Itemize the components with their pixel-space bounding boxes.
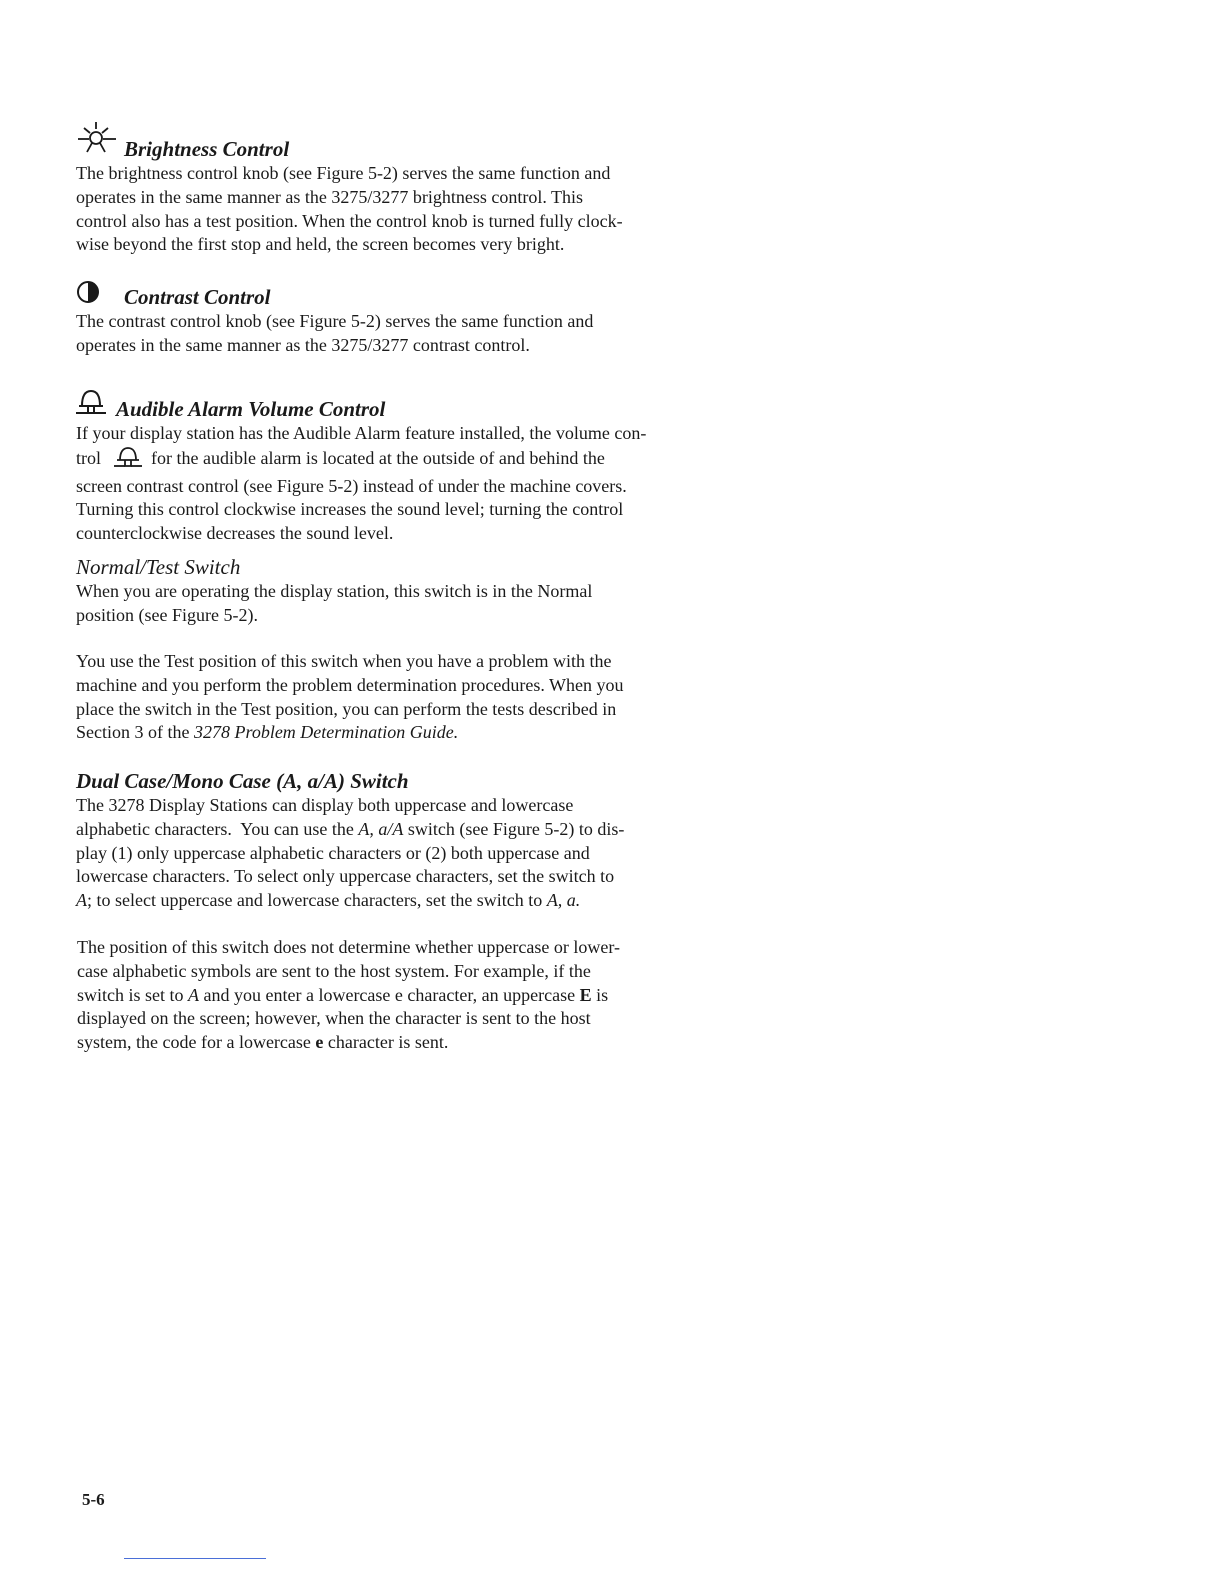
text-line: The brightness control knob (see Figure 5-2) serves the same function and bbox=[76, 163, 611, 183]
text-line: alphabetic characters. You can use the bbox=[76, 818, 359, 839]
heading-text: Audible Alarm Volume Control bbox=[116, 397, 386, 421]
paragraph-brightness bbox=[76, 162, 716, 257]
text-line: play (1) only uppercase alphabetic characters or (2) both uppercase and bbox=[76, 842, 590, 863]
section-audible-alarm-volume-control bbox=[74, 388, 714, 546]
paragraph-normal-test-1 bbox=[76, 580, 716, 628]
text-line: When you are operating the display station, this switch is in the Normal bbox=[76, 581, 593, 601]
audible-alarm-bell-icon bbox=[111, 446, 145, 475]
contrast-half-circle-icon bbox=[76, 280, 100, 310]
switch-label: A, a. bbox=[546, 890, 581, 911]
paragraph-dual-case-2 bbox=[77, 936, 717, 1055]
page-number: 5-6 bbox=[82, 1490, 105, 1509]
section-contrast-control bbox=[76, 280, 716, 358]
text-line: displayed on the screen; however, when the character is sent to the host bbox=[77, 1008, 591, 1029]
heading-text: Brightness Control bbox=[124, 137, 290, 161]
text-line: character is sent. bbox=[323, 1032, 449, 1053]
text-line: wise beyond the first stop and held, the screen becomes very bright. bbox=[76, 234, 565, 255]
text-line: The 3278 Display Stations can display both uppercase and lowercase bbox=[76, 795, 574, 815]
text-line: The position of this switch does not determine whether uppercase or lower- bbox=[77, 937, 620, 957]
text-line: for the audible alarm is located at the outside of and behind the bbox=[151, 447, 605, 468]
heading-audible-alarm bbox=[74, 388, 714, 422]
char-uppercase-e: E bbox=[579, 984, 592, 1005]
text-line: position (see Figure 5-2). bbox=[76, 604, 258, 625]
heading-text: Normal/Test Switch bbox=[76, 555, 241, 579]
text-line: lowercase characters. To select only uppercase characters, set the switch to bbox=[76, 866, 615, 887]
text-line: counterclockwise decreases the sound level. bbox=[76, 523, 394, 544]
section-normal-test-switch bbox=[76, 554, 716, 628]
char-lowercase-e: e bbox=[315, 1032, 324, 1053]
text-line: You use the Test position of this switch when you have a problem with the bbox=[76, 651, 612, 671]
heading-text: Dual Case/Mono Case (A, a/A) Switch bbox=[76, 769, 409, 793]
text-line: ; to select uppercase and lowercase characters, set the switch to bbox=[87, 890, 547, 911]
text-line: is bbox=[591, 984, 609, 1005]
audible-alarm-bell-icon bbox=[74, 388, 108, 422]
text-line: The contrast control knob (see Figure 5-2) serves the same function and bbox=[76, 311, 594, 331]
text-line: screen contrast control (see Figure 5-2) instead of under the machine covers. bbox=[76, 475, 627, 496]
text-line: switch is set to bbox=[77, 984, 188, 1005]
text-line: control also has a test position. When the control knob is turned fully clock- bbox=[76, 210, 623, 231]
heading-dual-case-switch bbox=[76, 768, 716, 794]
paragraph-dual-case-1 bbox=[76, 794, 716, 913]
text-line: If your display station has the Audible Alarm feature installed, the volume con- bbox=[76, 423, 647, 443]
guide-title: 3278 Problem Determination Guide. bbox=[193, 722, 459, 743]
heading-text: Contrast Control bbox=[124, 285, 271, 309]
section-dual-case-mono-case-switch bbox=[76, 768, 716, 913]
bottom-rule bbox=[124, 1558, 266, 1559]
brightness-sun-icon bbox=[76, 118, 118, 162]
paragraph-normal-test-2 bbox=[76, 650, 716, 745]
switch-label: A bbox=[188, 984, 199, 1005]
heading-contrast-control bbox=[76, 280, 716, 310]
text-line: machine and you perform the problem determination procedures. When you bbox=[76, 674, 624, 695]
heading-brightness-control bbox=[76, 118, 716, 162]
text-line: case alphabetic symbols are sent to the host system. For example, if the bbox=[77, 960, 591, 981]
heading-normal-test-switch bbox=[76, 554, 716, 580]
section-dual-case-paragraph-2 bbox=[77, 936, 717, 1055]
text-line: switch (see Figure 5-2) to dis- bbox=[403, 818, 625, 839]
text-line: place the switch in the Test position, you can perform the tests described in bbox=[76, 698, 617, 719]
paragraph-audible-alarm bbox=[76, 422, 714, 546]
text-line: operates in the same manner as the 3275/3277 contrast control. bbox=[76, 334, 530, 355]
section-brightness-control bbox=[76, 118, 716, 257]
switch-label: A bbox=[76, 890, 87, 911]
text-line: Turning this control clockwise increases the sound level; turning the control bbox=[76, 499, 624, 520]
paragraph-contrast bbox=[76, 310, 716, 358]
text-line: system, the code for a lowercase bbox=[77, 1032, 316, 1053]
switch-label: A, a/A bbox=[358, 818, 404, 839]
text-line: Section 3 of the bbox=[76, 722, 194, 743]
text-line: and you enter a lowercase e character, an uppercase bbox=[199, 984, 580, 1005]
text-line: operates in the same manner as the 3275/3277 brightness control. This bbox=[76, 186, 584, 207]
text-line: trol bbox=[76, 447, 101, 468]
section-normal-test-paragraph-2 bbox=[76, 650, 716, 745]
